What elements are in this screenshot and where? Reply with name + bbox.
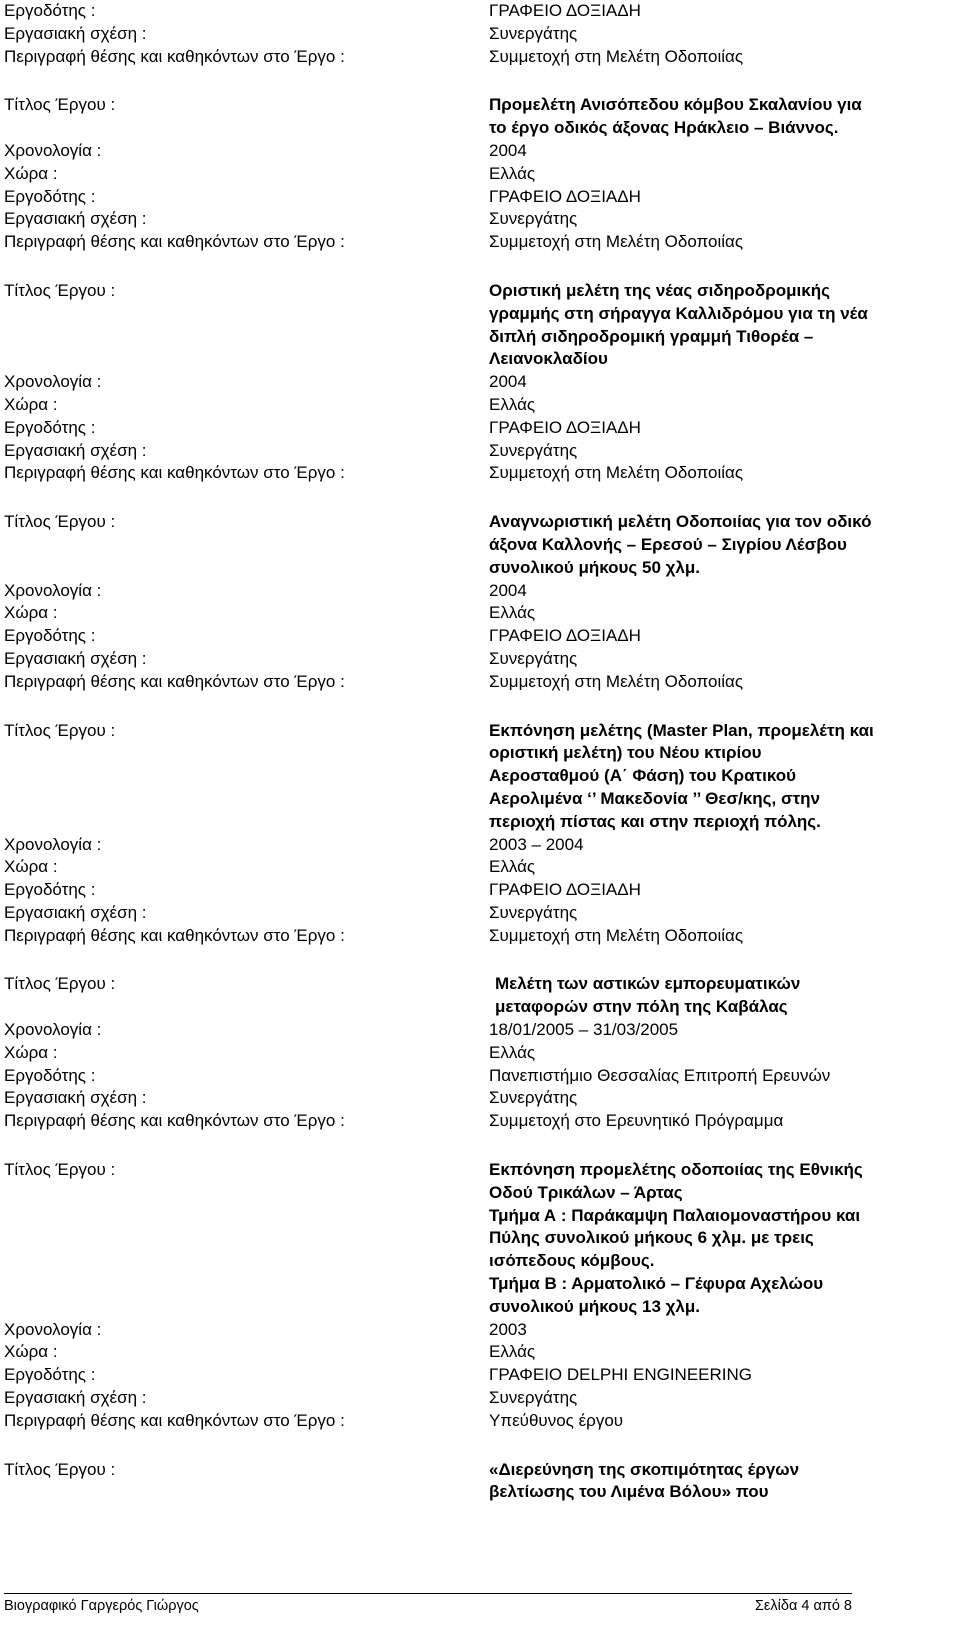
title-line: Αναγνωριστική μελέτη Οδοποιίας για τον οδικό [489,512,872,532]
title-line: Αεροσταθμού (Α΄ Φάση) του Κρατικού [489,766,797,786]
relation-label: Εργασιακή σχέση : [4,902,147,922]
country-value: Ελλάς [489,163,536,183]
employer-row [4,625,934,648]
description-row [4,925,934,948]
country-row [4,394,934,417]
title-line: «Διερεύνηση της σκοπιμότητας έργων [489,1459,800,1479]
title-row [4,1459,934,1505]
year-label: Χρονολογία : [4,1020,102,1040]
country-value: Ελλάς [489,603,536,623]
relation-value: Συνεργάτης [489,23,578,43]
relation-row [4,208,934,231]
description-value: Συμμετοχή στο Ερευνητικό Πρόγραμμα [489,1111,784,1131]
description-value: Συμμετοχή στη Μελέτη Οδοποιίας [489,232,744,252]
title-row [4,720,934,834]
employer-label: Εργοδότης : [4,1065,96,1085]
year-row [4,1319,934,1342]
section-gap [4,694,934,720]
footer-author: Βιογραφικό Γαργερός Γιώργος [4,1598,199,1614]
section-gap [4,68,934,94]
relation-label: Εργασιακή σχέση : [4,1388,147,1408]
relation-label: Εργασιακή σχέση : [4,209,147,229]
country-label: Χώρα : [4,1042,58,1062]
employer-row [4,1364,934,1387]
employer-value: Πανεπιστήμιο Θεσσαλίας Επιτροπή Ερευνών [489,1065,831,1085]
page-footer [4,1593,852,1614]
employer-row [4,1065,934,1088]
employer-row [4,417,934,440]
title-line: Μελέτη των αστικών εμπορευματικών [495,974,801,994]
title-line: Προμελέτη Ανισόπεδου κόμβου Σκαλανίου για [489,95,862,115]
title-label: Τίτλος Έργου : [4,95,116,115]
description-label: Περιγραφή θέσης και καθηκόντων στο Έργο : [4,1410,345,1430]
title-row [4,280,934,371]
title-label: Τίτλος Έργου : [4,1459,116,1479]
title-label: Τίτλος Έργου : [4,974,116,994]
title-line: συνολικού μήκους 13 χλμ. [489,1296,700,1316]
description-row [4,1110,934,1133]
country-row [4,602,934,625]
employer-row [4,0,934,23]
relation-row [4,1387,934,1410]
relation-value: Συνεργάτης [489,209,578,229]
employer-row [4,879,934,902]
description-value: Συμμετοχή στη Μελέτη Οδοποιίας [489,671,744,691]
employer-label: Εργοδότης : [4,626,96,646]
year-row [4,834,934,857]
title-line: μεταφορών στην πόλη της Καβάλας [495,997,788,1017]
year-label: Χρονολογία : [4,140,102,160]
relation-value: Συνεργάτης [489,902,578,922]
employer-row [4,186,934,209]
relation-row [4,1087,934,1110]
title-line: οριστική μελέτη) του Νέου κτιρίου [489,743,762,763]
country-label: Χώρα : [4,163,58,183]
title-line: Οριστική μελέτη της νέας σιδηροδρομικής [489,280,830,300]
title-line: Τμήμα Α : Παράκαμψη Παλαιομοναστήρου και [489,1205,861,1225]
description-row [4,671,934,694]
title-row [4,1159,934,1319]
country-value: Ελλάς [489,857,536,877]
project-title [489,1459,934,1505]
country-label: Χώρα : [4,1342,58,1362]
year-value: 2004 [489,140,527,160]
footer-page-number: Σελίδα 4 από 8 [754,1598,852,1614]
section-gap [4,254,934,280]
employer-value: ΓΡΑΦΕΙΟ ΔΟΞΙΑΔΗ [489,880,641,900]
country-label: Χώρα : [4,603,58,623]
project-title [489,973,934,1019]
description-value: Συμμετοχή στη Μελέτη Οδοποιίας [489,463,744,483]
relation-value: Συνεργάτης [489,1388,578,1408]
project-title [489,280,934,371]
employer-value: ΓΡΑΦΕΙΟ DELPHI ENGINEERING [489,1365,753,1385]
description-row [4,462,934,485]
relation-value: Συνεργάτης [489,648,578,668]
employer-label: Εργοδότης : [4,1365,96,1385]
title-line: Αερολιμένα ‘’ Μακεδονία ’’ Θεσ/κης, στην [489,788,821,808]
relation-row [4,23,934,46]
description-label: Περιγραφή θέσης και καθηκόντων στο Έργο : [4,1111,345,1131]
title-line: Πύλης συνολικού μήκους 6 χλμ. με τρεις [489,1228,814,1248]
country-value: Ελλάς [489,394,536,414]
employer-label: Εργοδότης : [4,1,96,20]
year-label: Χρονολογία : [4,1319,102,1339]
description-row [4,1410,934,1433]
title-label: Τίτλος Έργου : [4,720,116,740]
description-label: Περιγραφή θέσης και καθηκόντων στο Έργο : [4,232,345,252]
relation-label: Εργασιακή σχέση : [4,648,147,668]
title-line: Εκπόνηση προμελέτης οδοποιίας της Εθνικής [489,1160,863,1180]
employer-label: Εργοδότης : [4,186,96,206]
description-label: Περιγραφή θέσης και καθηκόντων στο Έργο : [4,925,345,945]
employer-value: ΓΡΑΦΕΙΟ ΔΟΞΙΑΔΗ [489,1,641,20]
country-row [4,1042,934,1065]
description-label: Περιγραφή θέσης και καθηκόντων στο Έργο : [4,46,345,66]
title-line: περιοχή πίστας και στην περιοχή πόλης. [489,811,821,831]
title-row [4,511,934,579]
relation-label: Εργασιακή σχέση : [4,23,147,43]
project-title [489,1159,934,1319]
title-line: διπλή σιδηροδρομική γραμμή Τιθορέα – [489,326,814,346]
description-row [4,46,934,69]
employer-label: Εργοδότης : [4,880,96,900]
title-label: Τίτλος Έργου : [4,1160,116,1180]
relation-label: Εργασιακή σχέση : [4,1088,147,1108]
country-value: Ελλάς [489,1042,536,1062]
relation-label: Εργασιακή σχέση : [4,440,147,460]
relation-row [4,902,934,925]
section-gap [4,1433,934,1459]
year-row [4,1019,934,1042]
year-row [4,140,934,163]
country-value: Ελλάς [489,1342,536,1362]
section-gap [4,947,934,973]
year-label: Χρονολογία : [4,372,102,392]
employer-value: ΓΡΑΦΕΙΟ ΔΟΞΙΑΔΗ [489,417,641,437]
relation-value: Συνεργάτης [489,1088,578,1108]
description-label: Περιγραφή θέσης και καθηκόντων στο Έργο : [4,463,345,483]
title-label: Τίτλος Έργου : [4,512,116,532]
relation-value: Συνεργάτης [489,440,578,460]
description-value: Υπεύθυνος έργου [489,1410,624,1430]
relation-row [4,440,934,463]
country-label: Χώρα : [4,394,58,414]
title-row [4,94,934,140]
section-gap [4,1133,934,1159]
title-line: Εκπόνηση μελέτης (Master Plan, προμελέτη και [489,720,874,740]
year-value: 2003 [489,1319,527,1339]
project-title [489,720,934,834]
cv-page [4,0,934,1504]
country-row [4,1341,934,1364]
title-line: Λειανοκλαδίου [489,349,608,369]
title-line: συνολικού μήκους 50 χλμ. [489,557,700,577]
year-row [4,580,934,603]
title-line: ισόπεδους κόμβους. [489,1251,655,1271]
employer-value: ΓΡΑΦΕΙΟ ΔΟΞΙΑΔΗ [489,626,641,646]
country-row [4,856,934,879]
title-label: Τίτλος Έργου : [4,280,116,300]
relation-row [4,648,934,671]
title-line: γραμμής στη σήραγγα Καλλιδρόμου για τη νέα [489,303,868,323]
description-label: Περιγραφή θέσης και καθηκόντων στο Έργο : [4,671,345,691]
title-line: Τμήμα Β : Αρματολικό – Γέφυρα Αχελώου [489,1274,824,1294]
title-line: το έργο οδικός άξονας Ηράκλειο – Βιάννος. [489,118,839,138]
year-value: 2004 [489,372,527,392]
country-row [4,163,934,186]
year-value: 18/01/2005 – 31/03/2005 [489,1020,679,1040]
employer-value: ΓΡΑΦΕΙΟ ΔΟΞΙΑΔΗ [489,186,641,206]
employer-label: Εργοδότης : [4,417,96,437]
year-row [4,371,934,394]
title-line: βελτίωσης του Λιμένα Βόλου» που [489,1482,769,1502]
title-line: Οδού Τρικάλων – Άρτας [489,1182,683,1202]
section-gap [4,485,934,511]
year-label: Χρονολογία : [4,834,102,854]
title-line: άξονα Καλλονής – Ερεσού – Σιγρίου Λέσβου [489,534,847,554]
year-value: 2004 [489,580,527,600]
project-title [489,94,934,140]
description-value: Συμμετοχή στη Μελέτη Οδοποιίας [489,46,744,66]
description-value: Συμμετοχή στη Μελέτη Οδοποιίας [489,925,744,945]
year-value: 2003 – 2004 [489,834,584,854]
project-title [489,511,934,579]
country-label: Χώρα : [4,857,58,877]
title-row [4,973,934,1019]
year-label: Χρονολογία : [4,580,102,600]
description-row [4,231,934,254]
